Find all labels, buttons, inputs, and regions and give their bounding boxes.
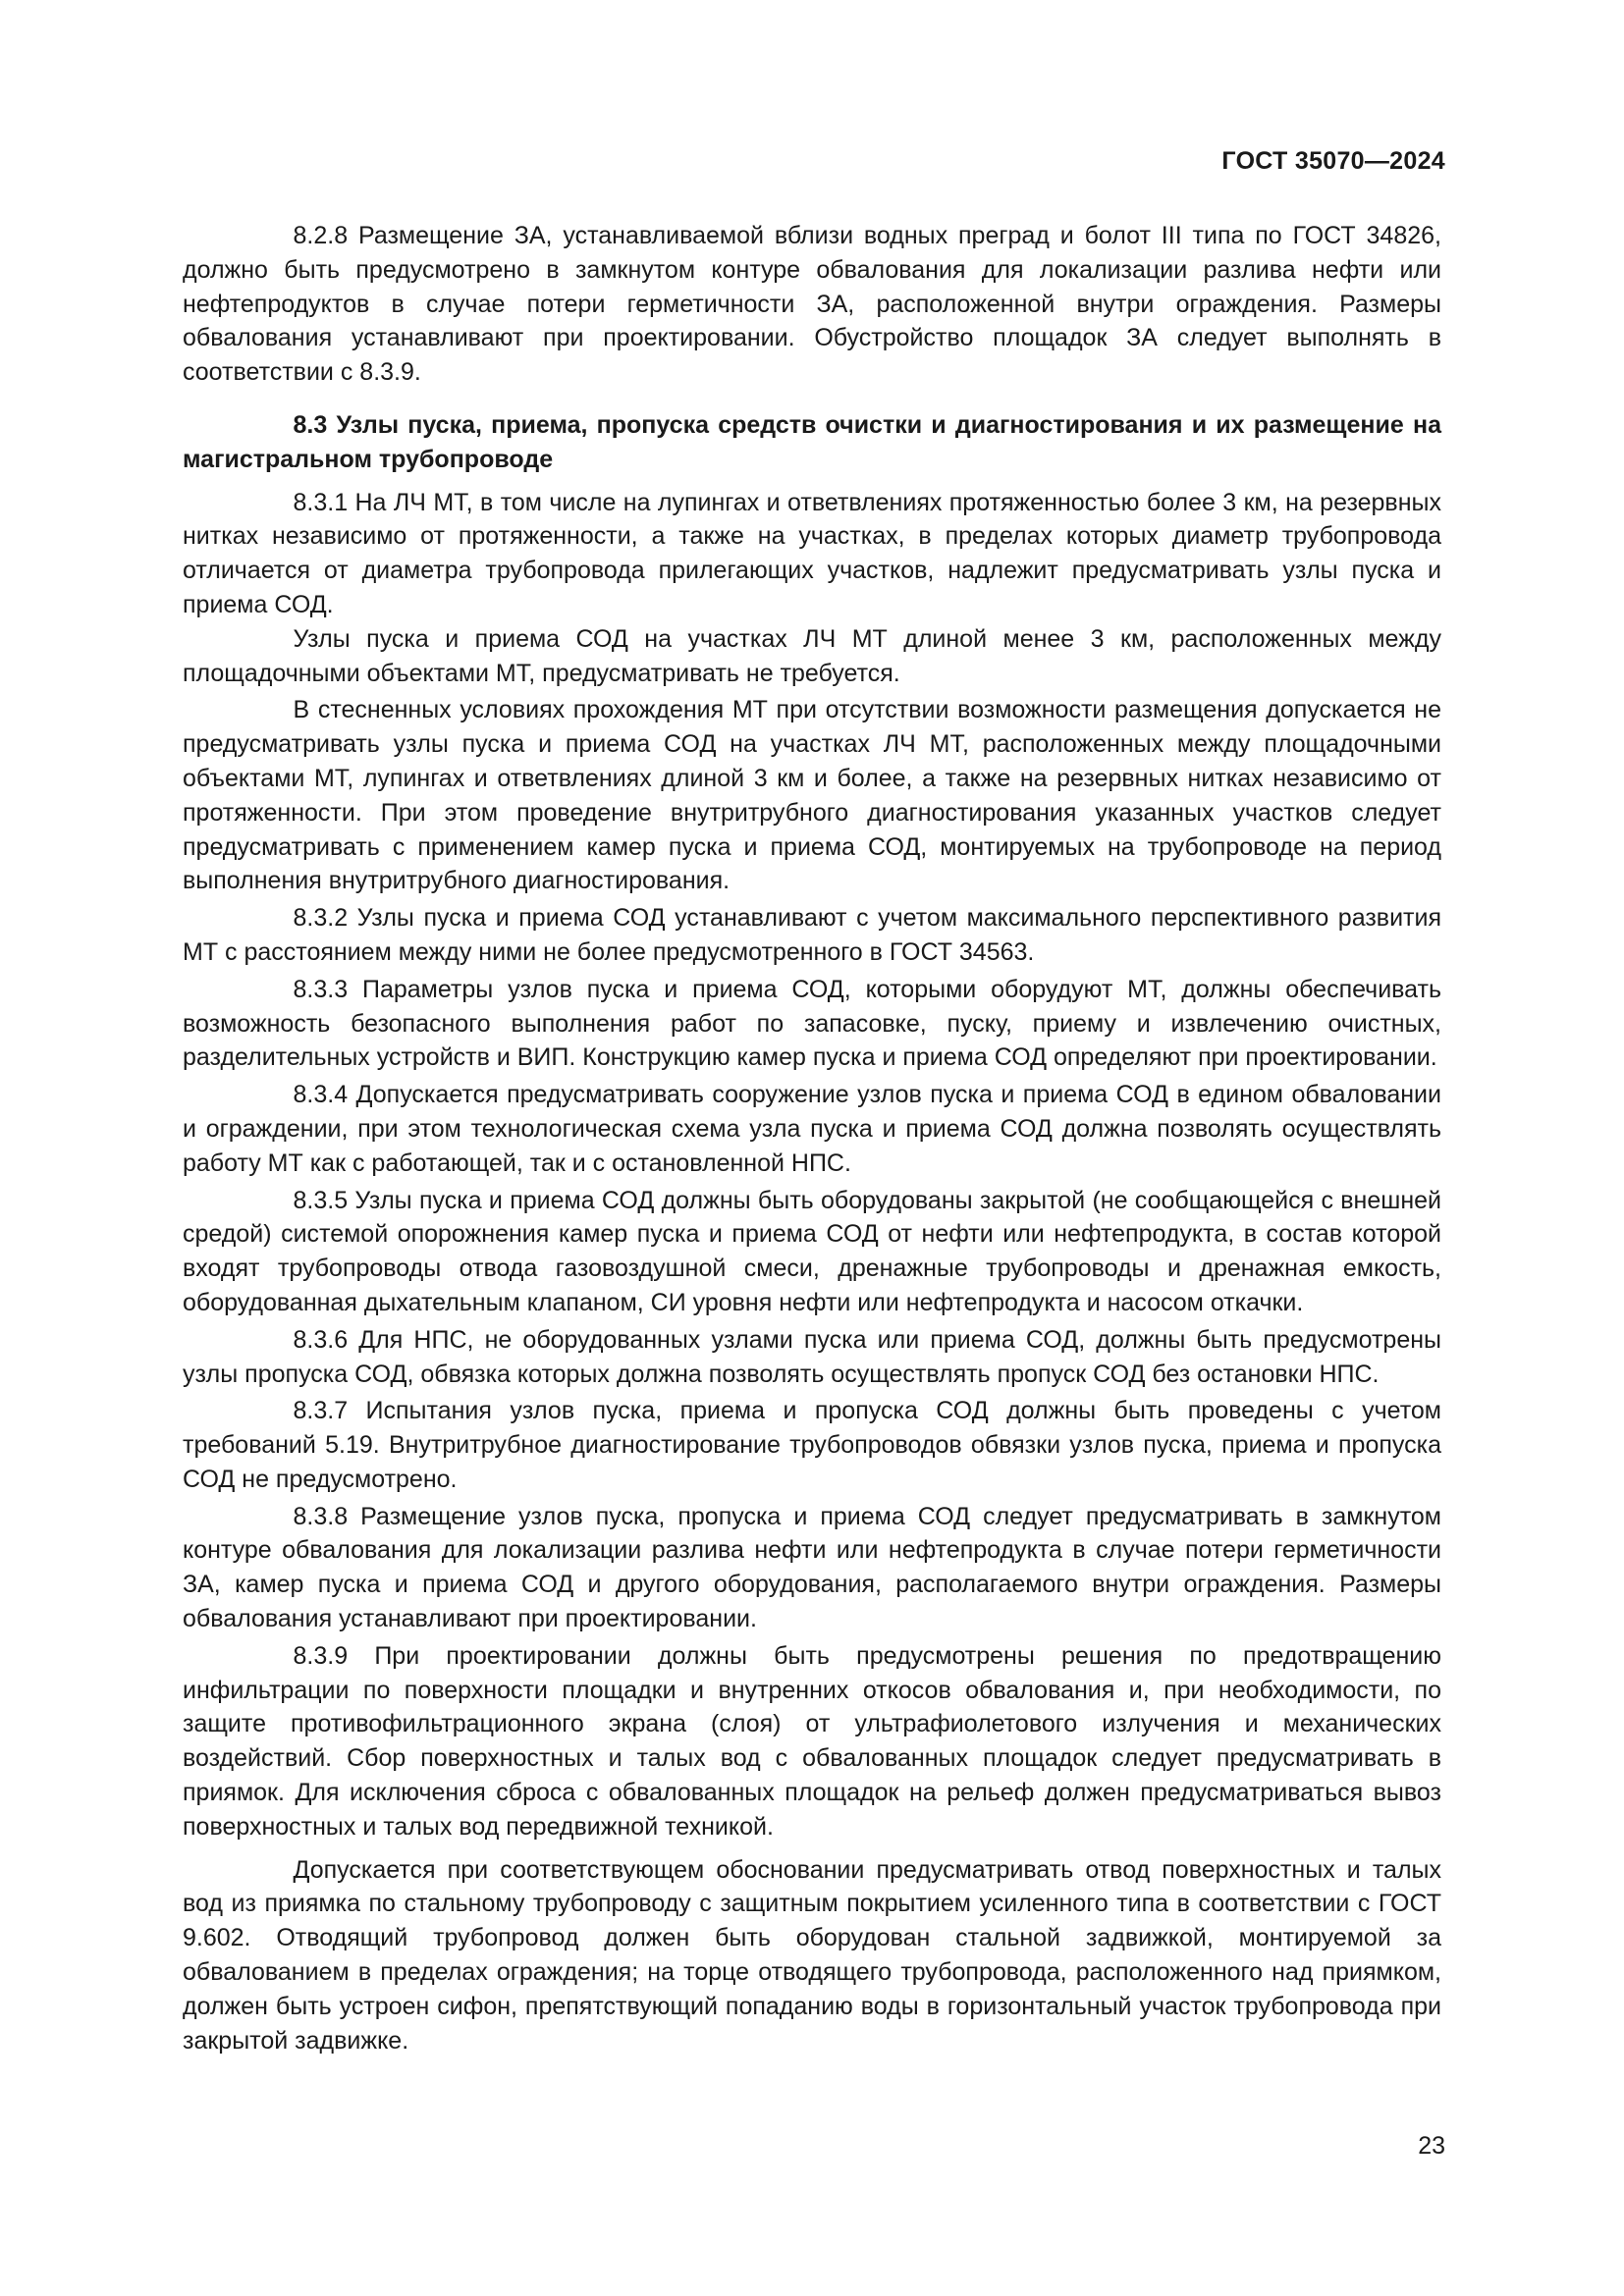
paragraph-8-3-1-c: В стесненных условиях прохождения МТ при отсутствии возможности размещения допускается не предусматривать узлы пуска и приема СОД на участках ЛЧ МТ, расположенных между площадочными объектами МТ, лупингах и ответвлениях длиной 3 км и более, а также на резервных нитках независимо от протяженности. При этом проведение внутритрубного диагностирования указанных участков следует предусматривать с применением камер пуска и приема СОД, монтируемых на трубопроводе на период выполнения внутритрубного диагностирования. xyxy=(183,696,1441,895)
paragraph-8-3-5: 8.3.5 Узлы пуска и приема СОД должны быть оборудованы закрытой (не сообщающейся с внешней средой) системой опорожнения камер пуска и приема СОД от нефти или нефтепродукта, в состав которой входят трубопроводы отвода газовоздушной смеси, дренажные трубопроводы и дренажная емкость, оборудованная дыхательным клапаном, СИ уровня нефти или нефтепродукта и насосом откачки. xyxy=(183,1186,1441,1316)
paragraph-8-2-8: 8.2.8 Размещение ЗА, устанавливаемой вблизи водных преград и болот III типа по ГОСТ 34826, должно быть предусмотрено в замкнутом контуре обвалования для локализации разлива нефти или нефтепродуктов в случае потери герметичности ЗА, расположенной внутри ограждения. Размеры обвалования устанавливают при проектировании. Обустройство площадок ЗА следует выполнять в соответствии с 8.3.9. xyxy=(183,222,1441,387)
paragraph-8-3-1-b: Узлы пуска и приема СОД на участках ЛЧ МТ длиной менее 3 км, расположенных между площадочными объектами МТ, предусматривать не требуется. xyxy=(183,624,1441,687)
document-body xyxy=(183,219,1441,2057)
document-header: ГОСТ 35070—2024 xyxy=(1221,147,1445,175)
paragraph-8-3-9-b: Допускается при соответствующем обосновании предусматривать отвод поверхностных и талых вод из приямка по стальному трубопроводу с защитным покрытием усиленного типа в соответствии с ГОСТ 9.602. Отводящий трубопровод должен быть оборудован стальной задвижкой, монтируемой за обвалованием в пределах ограждения; на торце отводящего трубопровода, расположенного над приямком, должен быть устроен сифон, препятствующий попаданию воды в горизонтальный участок трубопровода при закрытой задвижке. xyxy=(183,1855,1441,2055)
paragraph-8-3-4: 8.3.4 Допускается предусматривать сооружение узлов пуска и приема СОД в едином обваловании и ограждении, при этом технологическая схема узла пуска и приема СОД должна позволять осуществлять работу МТ как с работающей, так и с остановленной НПС. xyxy=(183,1081,1441,1177)
page-number: 23 xyxy=(1418,2132,1445,2160)
section-heading-8-3: 8.3 Узлы пуска, приема, пропуска средств очистки и диагностирования и их размещение на магистральном трубопроводе xyxy=(183,410,1441,473)
paragraph-8-3-7: 8.3.7 Испытания узлов пуска, приема и пропуска СОД должны быть проведены с учетом требований 5.19. Внутритрубное диагностирование трубопроводов обвязки узлов пуска, приема и пропуска СОД не предусмотрено. xyxy=(183,1397,1441,1493)
paragraph-8-3-1: 8.3.1 На ЛЧ МТ, в том числе на лупингах и ответвлениях протяженностью более 3 км, на резервных нитках независимо от протяженности, а также на участках, в пределах которых диаметр трубопровода отличается от диаметра трубопровода прилегающих участков, надлежит предусматривать узлы пуска и приема СОД. xyxy=(183,488,1441,618)
paragraph-8-3-8: 8.3.8 Размещение узлов пуска, пропуска и приема СОД следует предусматривать в замкнутом контуре обвалования для локализации разлива нефти или нефтепродукта в случае потери герметичности ЗА, камер пуска и приема СОД и другого оборудования, располагаемого внутри ограждения. Размеры обвалования устанавливают при проектировании. xyxy=(183,1502,1441,1633)
paragraph-8-3-9: 8.3.9 При проектировании должны быть предусмотрены решения по предотвращению инфильтрации по поверхности площадки и внутренних откосов обвалования и, при необходимости, по защите противофильтрационного экрана (слоя) от ультрафиолетового излучения и механических воздействий. Сбор поверхностных и талых вод с обвалованных площадок следует предусматривать в приямок. Для исключения сброса с обвалованных площадок на рельеф должен предусматриваться вывоз поверхностных и талых вод передвижной техникой. xyxy=(183,1641,1441,1841)
paragraph-8-3-3: 8.3.3 Параметры узлов пуска и приема СОД, которыми оборудуют МТ, должны обеспечивать возможность безопасного выполнения работ по запасовке, пуску, приему и извлечению очистных, разделительных устройств и ВИП. Конструкцию камер пуска и приема СОД определяют при проектировании. xyxy=(183,975,1441,1072)
paragraph-8-3-2: 8.3.2 Узлы пуска и приема СОД устанавливают с учетом максимального перспективного развития МТ с расстоянием между ними не более предусмотренного в ГОСТ 34563. xyxy=(183,904,1441,966)
paragraph-8-3-6: 8.3.6 Для НПС, не оборудованных узлами пуска или приема СОД, должны быть предусмотрены узлы пропуска СОД, обвязка которых должна позволять осуществлять пропуск СОД без остановки НПС. xyxy=(183,1325,1441,1388)
